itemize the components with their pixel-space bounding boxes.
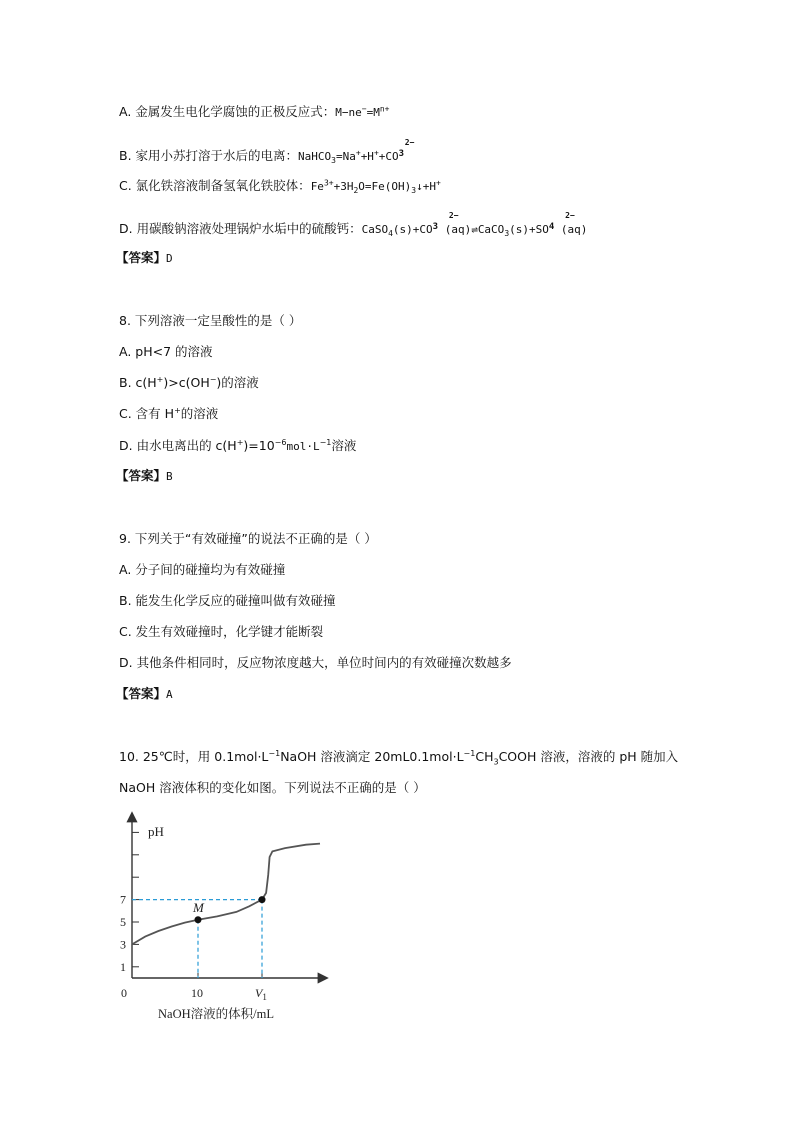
q9-option-d: D. 其他条件相同时，反应物浓度越大，单位时间内的有效碰撞次数越多 [119,655,512,670]
q8-option-c: C. 含有 H+的溶液 [119,405,219,421]
q7-option-c-text: C. 氯化铁溶液制备氢氧化铁胶体： [119,178,311,193]
q7-option-d-formula: CaSO$_4$(s)+CO 2− $^3$ (aq)⇌CaCO$_3$(s)+SO 2− $^4$ (aq) [361,211,588,239]
q7-answer-label: 【答案】 [116,250,167,265]
q8-option-d: D. 由水电离出的 $c(H^+)=10^{-6}mol\cdot L^{-1}$溶液 [119,437,357,453]
q7-option-c [119,178,441,195]
q9-option-b: B. 能发生化学反应的碰撞叫做有效碰撞 [119,593,336,608]
q8-answer-label: 【答案】 [116,468,167,483]
q10-stem-line1: 10. 25℃时，用 $0.1mol\cdot L^{-1}NaOH$ 溶液滴定 $20mL0.1mol\cdot L^{-1}CH_3COOH$ 溶液，溶液的 pH 随加入 [119,748,679,767]
q7-option-d [119,211,588,239]
q9-answer-label: 【答案】 [116,686,167,701]
point-equivalence [259,896,266,903]
q7-answer-value: D [166,252,173,265]
q7-option-a-formula: $M-ne^-=M^{n+}$ [335,104,390,119]
titration-chart [110,808,340,1028]
x-axis-label: NaOH溶液的体积/mL [158,1007,274,1021]
point-m [195,916,202,923]
q8-stem: 8. 下列溶液一定呈酸性的是（ ） [119,313,302,328]
q7-option-c-formula: $Fe^{3+}+3H_2O=Fe(OH)_3↓+H^+$ [310,178,441,196]
ph-curve [132,844,320,945]
y-axis-label: pH [148,824,164,839]
q7-option-b-text: B. 家用小苏打溶于水后的电离： [119,148,299,163]
q9-option-a: A. 分子间的碰撞均为有效碰撞 [119,562,286,577]
origin-label: 0 [121,986,127,1000]
q10-stem-line2: NaOH 溶液体积的变化如图。下列说法不正确的是（ ） [119,780,426,795]
q9-answer [116,686,173,703]
q7-option-b [119,138,415,166]
q7-answer [116,250,173,267]
q7-option-b-formula: NaHCO$_3$=Na++H++CO 2− $^3$ [298,138,415,166]
q8-answer-value: B [166,470,173,483]
q8-option-b: B. c(H+)>c(OH−)的溶液 [119,374,259,390]
q7-option-d-text: D. 用碳酸钠溶液处理锅炉水垢中的硫酸钙： [119,221,362,236]
y-tick-label: 1 [120,959,126,974]
x-tick-label: 10 [191,986,203,1000]
q9-stem: 9. 下列关于“有效碰撞”的说法不正确的是（ ） [119,531,377,546]
q9-option-c: C. 发生有效碰撞时，化学键才能断裂 [119,624,324,639]
q7-option-a [119,104,390,121]
y-tick-label: 7 [120,892,126,907]
point-m-label: M [193,899,204,915]
q7-option-a-text: A. 金属发生电化学腐蚀的正极反应式： [119,104,336,119]
y-tick-label: 5 [120,915,126,929]
y-tick-label: 3 [120,937,126,952]
x-tick-label: $V_1$ [255,986,267,1002]
q8-answer [116,468,173,485]
q8-option-a: A. pH<7 的溶液 [119,344,213,359]
q9-answer-value: A [166,688,173,701]
